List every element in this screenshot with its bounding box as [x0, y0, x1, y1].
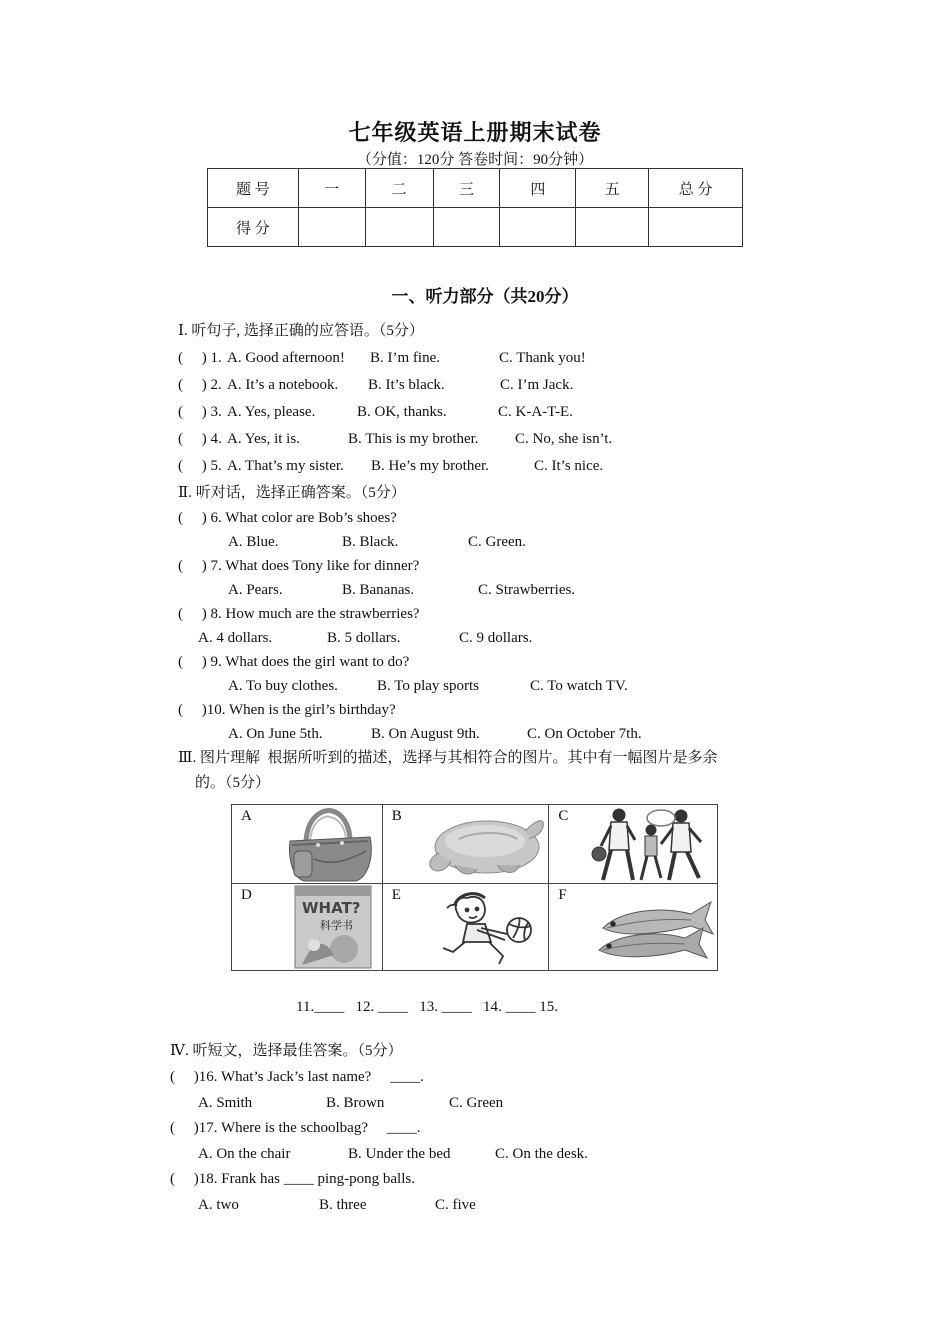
option-b: B. It’s black. — [368, 377, 445, 393]
question-text: ( )18. Frank has ____ ping-pong balls. — [170, 1171, 415, 1187]
option-a: A. Smith — [198, 1095, 253, 1111]
picture-cell-e — [382, 884, 549, 971]
option-b: B. He’s my brother. — [371, 458, 489, 474]
question-text: ( ) 6. What color are Bob’s shoes? — [178, 510, 397, 526]
option-a: A. It’s a notebook. — [227, 377, 339, 393]
exam-title: 七年级英语上册期末试卷 — [348, 120, 602, 145]
picture-letter: C — [558, 808, 569, 824]
section-listening-title: 一、听力部分（共20分） — [391, 287, 579, 306]
option-c: C. It’s nice. — [534, 458, 604, 474]
score-header-cell: 三 — [433, 169, 500, 208]
science-book-icon — [294, 885, 372, 969]
option-b: B. Black. — [342, 534, 399, 550]
exam-subtitle: （分值：120分 答卷时间：90分钟） — [356, 152, 594, 168]
option-b: B. On August 9th. — [371, 726, 480, 742]
option-b: B. I’m fine. — [370, 350, 440, 366]
option-c: C. five — [435, 1197, 476, 1213]
option-b: B. To play sports — [377, 678, 480, 694]
question-text: ( ) 9. What does the girl want to do? — [178, 654, 410, 670]
fish-icon — [591, 888, 715, 968]
picture-cell-a — [232, 805, 383, 884]
question-text: ( ) 8. How much are the strawberries? — [178, 606, 420, 622]
picture-cell-f — [549, 884, 718, 971]
option-c: C. Thank you! — [499, 350, 586, 366]
option-a: A. Yes, it is. — [227, 431, 300, 447]
option-a: A. two — [198, 1197, 239, 1213]
option-a: A. Yes, please. — [227, 404, 316, 420]
score-header-cell: 总 分 — [649, 169, 743, 208]
picture-grid — [231, 804, 718, 971]
option-a: A. That’s my sister. — [227, 458, 344, 474]
volleyball-girl-icon — [433, 890, 543, 968]
score-header-cell: 题 号 — [208, 169, 299, 208]
question-text: ( )17. Where is the schoolbag? ____. — [170, 1120, 421, 1136]
option-c: C. Green. — [468, 534, 526, 550]
option-c: C. 9 dollars. — [459, 630, 533, 646]
part3-title-line1: Ⅲ. 图片理解 根据所听到的描述，选择与其相符合的图片。其中有一幅图片是多余 — [178, 750, 718, 766]
option-a: A. On the chair — [198, 1146, 291, 1162]
option-a: A. Pears. — [228, 582, 283, 598]
picture-letter: A — [241, 808, 252, 824]
part3-title-line2: 的。（5分） — [195, 775, 271, 791]
score-table-header-row — [208, 169, 743, 208]
option-c: C. On the desk. — [495, 1146, 588, 1162]
question-number: ( ) 1. — [178, 350, 222, 366]
option-b: B. Under the bed — [348, 1146, 451, 1162]
question-number: ( ) 3. — [178, 404, 222, 420]
part1-title: Ⅰ. 听句子, 选择正确的应答语。（5分） — [178, 323, 424, 339]
picture-cell-d — [232, 884, 383, 971]
roast-chicken-icon — [425, 809, 547, 879]
option-a: A. Good afternoon! — [227, 350, 345, 366]
option-b: B. OK, thanks. — [357, 404, 447, 420]
score-cell[interactable] — [433, 208, 500, 247]
picture-letter: D — [241, 887, 252, 903]
score-cell[interactable] — [500, 208, 576, 247]
score-cell[interactable] — [649, 208, 743, 247]
option-a: A. To buy clothes. — [228, 678, 338, 694]
option-b: B. three — [319, 1197, 367, 1213]
score-header-cell: 四 — [500, 169, 576, 208]
question-number: ( ) 2. — [178, 377, 222, 393]
score-cell[interactable] — [365, 208, 433, 247]
option-a: A. Blue. — [228, 534, 279, 550]
score-cell[interactable] — [298, 208, 365, 247]
book-cover-title: WHAT? — [302, 899, 361, 917]
book-cover-subtitle: 科学书 — [320, 919, 353, 932]
option-c: C. Strawberries. — [478, 582, 576, 598]
option-b: B. Bananas. — [342, 582, 415, 598]
option-c: C. I’m Jack. — [500, 377, 574, 393]
score-cell[interactable] — [576, 208, 649, 247]
part4-title: Ⅳ. 听短文，选择最佳答案。（5分） — [170, 1043, 403, 1059]
option-c: C. No, she isn’t. — [515, 431, 613, 447]
picture-cell-c — [549, 805, 718, 884]
score-row-label: 得 分 — [208, 208, 299, 247]
picture-letter: E — [391, 887, 401, 903]
option-a: A. 4 dollars. — [198, 630, 273, 646]
option-b: B. 5 dollars. — [327, 630, 401, 646]
score-header-cell: 二 — [365, 169, 433, 208]
option-c: C. K-A-T-E. — [498, 404, 573, 420]
picture-cell-b — [382, 805, 549, 884]
option-c: C. To watch TV. — [530, 678, 628, 694]
score-header-cell: 一 — [298, 169, 365, 208]
question-number: ( ) 5. — [178, 458, 222, 474]
question-text: ( )10. When is the girl’s birthday? — [178, 702, 396, 718]
option-b: B. This is my brother. — [348, 431, 479, 447]
score-table-score-row — [208, 208, 743, 247]
picture-letter: F — [558, 887, 567, 903]
question-number: ( ) 4. — [178, 431, 222, 447]
picture-letter: B — [391, 808, 402, 824]
question-text: ( ) 7. What does Tony like for dinner? — [178, 558, 420, 574]
part2-title: Ⅱ. 听对话，选择正确答案。（5分） — [178, 485, 406, 501]
option-b: B. Brown — [326, 1095, 385, 1111]
option-a: A. On June 5th. — [228, 726, 323, 742]
option-c: C. Green — [449, 1095, 504, 1111]
score-table — [207, 168, 743, 247]
option-c: C. On October 7th. — [527, 726, 642, 742]
score-header-cell: 五 — [576, 169, 649, 208]
question-text: ( )16. What’s Jack’s last name? ____. — [170, 1069, 424, 1085]
basketball-players-icon — [589, 806, 715, 884]
handbag-icon — [284, 807, 376, 883]
picture-answer-line: 11.____ 12. ____ 13. ____ 14. ____ 15. — [296, 999, 558, 1015]
